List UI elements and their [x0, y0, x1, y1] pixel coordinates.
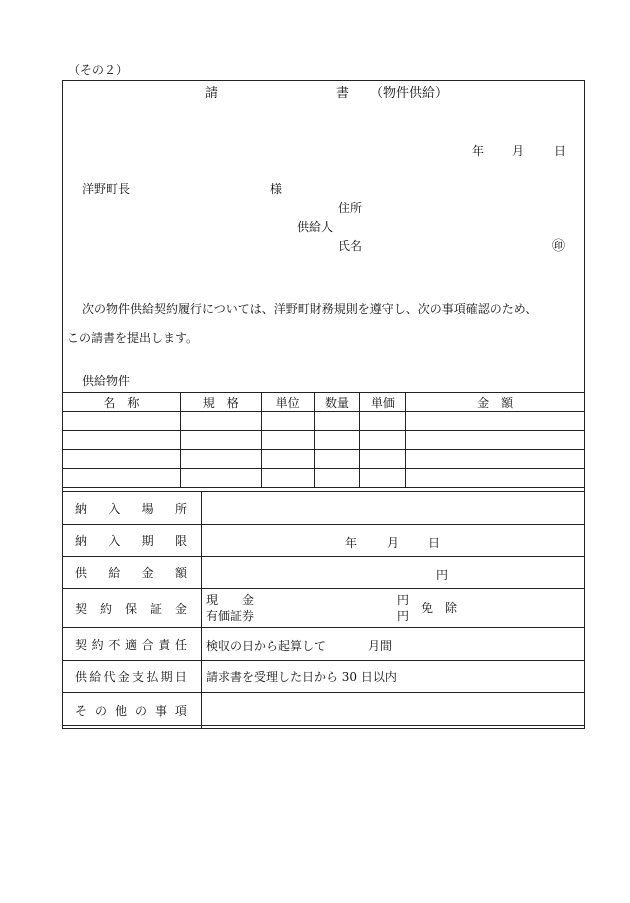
deposit-exemption: 免 除 [420, 601, 457, 615]
nonconformity-row [63, 628, 585, 661]
body-line-2: この請書を提出します。 [67, 331, 199, 345]
info-table [62, 491, 585, 729]
header-unit-price: 単価 [360, 393, 406, 412]
supply-amount-row [63, 557, 585, 589]
title-char-2: 書 [336, 86, 350, 101]
payment-deadline-text: 請求書を受理した日から 30 日以内 [205, 670, 397, 684]
cell-amount[interactable] [406, 431, 585, 450]
contract-deposit-value[interactable] [201, 589, 584, 628]
date-year: 年 [472, 144, 485, 158]
table-row [63, 431, 585, 450]
cell-name[interactable] [63, 450, 181, 469]
supply-amount-value[interactable] [201, 557, 584, 589]
cell-spec[interactable] [180, 431, 261, 450]
deposit-securities-label: 有価証券 [205, 609, 254, 623]
delivery-deadline-row [63, 525, 585, 557]
cell-quantity[interactable] [314, 469, 360, 488]
cell-quantity[interactable] [314, 431, 360, 450]
other-matters-label: そ の 他 の 事 項 [63, 693, 202, 729]
nonconformity-value[interactable] [201, 628, 584, 661]
items-section-label: 供給物件 [82, 374, 131, 388]
cell-name[interactable] [63, 469, 181, 488]
nonconformity-suffix: 月間 [367, 639, 392, 653]
cell-unit-price[interactable] [360, 450, 406, 469]
delivery-place-value[interactable] [201, 492, 584, 525]
cell-amount[interactable] [406, 469, 585, 488]
cell-spec[interactable] [180, 450, 261, 469]
cell-name[interactable] [63, 431, 181, 450]
payment-deadline-value[interactable] [201, 661, 584, 693]
nonconformity-label: 契 約 不 適 合 責 任 [63, 628, 202, 661]
supplier-role-label: 供給人 [297, 220, 334, 234]
cell-name[interactable] [63, 412, 181, 431]
body-line-1: 次の物件供給契約履行については、洋野町財務規則を遵守し、次の事項確認のため、 [82, 302, 538, 316]
title-subtitle: （物件供給） [370, 86, 449, 101]
date-day: 日 [554, 144, 567, 158]
header-spec: 規 格 [180, 393, 261, 412]
header-unit: 単位 [261, 393, 314, 412]
table-row [63, 412, 585, 431]
table-row [63, 469, 585, 488]
cell-unit[interactable] [261, 450, 314, 469]
delivery-place-label: 納 入 場 所 [63, 492, 202, 525]
page-label: （その２） [68, 63, 129, 77]
payment-deadline-row [63, 661, 585, 693]
cell-unit-price[interactable] [360, 412, 406, 431]
seal-mark: ㊞ [552, 239, 566, 254]
table-row [63, 450, 585, 469]
title-char-1: 請 [205, 86, 219, 101]
cell-amount[interactable] [406, 412, 585, 431]
contract-deposit-label: 契 約 保 証 金 [63, 589, 202, 628]
cell-unit[interactable] [261, 431, 314, 450]
deposit-securities-unit: 円 [396, 609, 409, 623]
addressee-name: 洋野町長 [82, 182, 131, 196]
cell-unit-price[interactable] [360, 469, 406, 488]
contract-deposit-row [63, 589, 585, 628]
cell-amount[interactable] [406, 450, 585, 469]
cell-quantity[interactable] [314, 412, 360, 431]
cell-unit[interactable] [261, 469, 314, 488]
other-matters-value[interactable] [201, 693, 584, 729]
cell-spec[interactable] [180, 469, 261, 488]
deadline-month: 月 [386, 535, 399, 550]
addressee-honorific: 様 [270, 182, 283, 196]
deposit-cash-unit: 円 [396, 593, 409, 607]
cell-spec[interactable] [180, 412, 261, 431]
delivery-place-row [63, 492, 585, 525]
nonconformity-prefix: 検収の日から起算して [205, 639, 326, 653]
date-month: 月 [512, 144, 525, 158]
supply-amount-unit: 円 [435, 567, 448, 582]
cell-unit-price[interactable] [360, 431, 406, 450]
supplier-name-label: 氏名 [338, 239, 363, 253]
supplier-address-label: 住所 [338, 201, 363, 215]
cell-quantity[interactable] [314, 450, 360, 469]
deadline-year: 年 [344, 535, 357, 550]
header-amount: 金 額 [406, 393, 585, 412]
items-table [62, 392, 585, 488]
deposit-cash-label: 現 金 [205, 593, 254, 607]
delivery-deadline-value[interactable] [201, 525, 584, 557]
other-matters-row [63, 693, 585, 729]
items-header-row [63, 393, 585, 412]
delivery-deadline-label: 納 入 期 限 [63, 525, 202, 557]
cell-unit[interactable] [261, 412, 314, 431]
payment-deadline-label: 供 給 代 金 支 払 期 日 [63, 661, 202, 693]
header-quantity: 数量 [314, 393, 360, 412]
supply-amount-label: 供 給 金 額 [63, 557, 202, 589]
header-name: 名 称 [63, 393, 181, 412]
deadline-day: 日 [427, 535, 440, 550]
